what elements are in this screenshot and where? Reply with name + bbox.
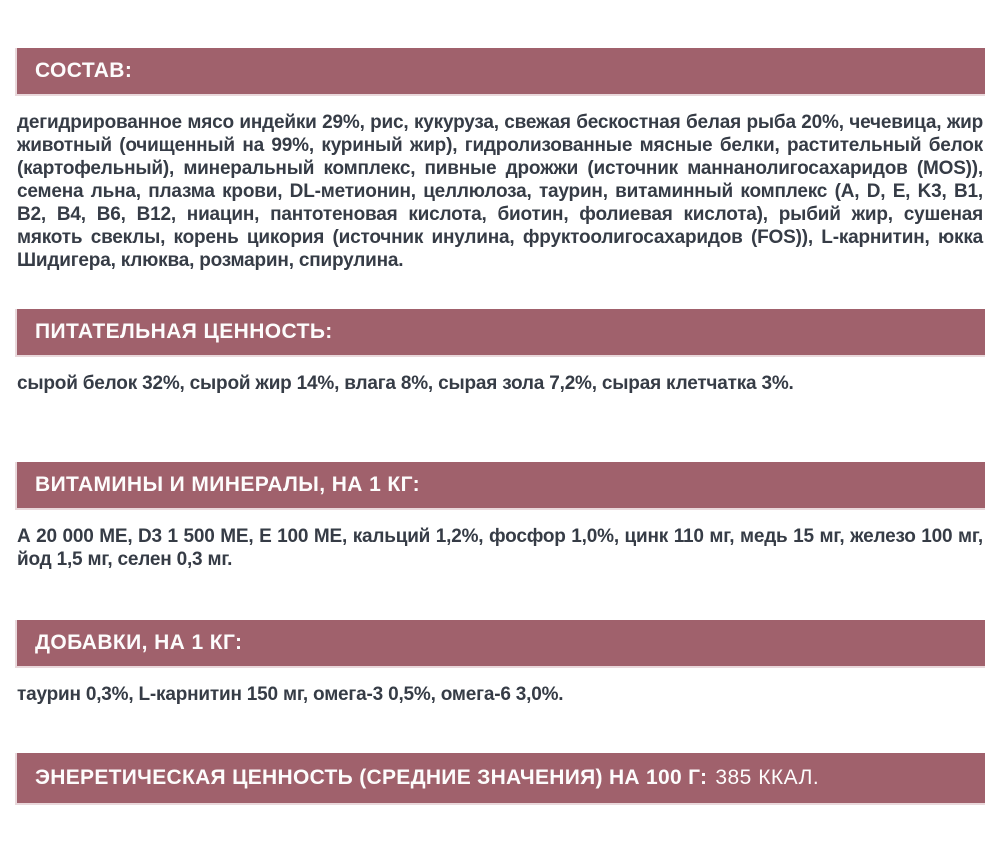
- section-composition: [15, 48, 985, 309]
- section-additives-body: таурин 0,3%, L-карнитин 150 мг, омега-3 0,5%, омега-6 3,0%.: [17, 684, 564, 705]
- section-composition-body: дегидрированное мясо индейки 29%, рис, кукуруза, свежая бескостная белая рыба 20%, чечевица, жир животный (очищенный на 99%, куриный жир), гидролизованные мясные белки, растительный белок (картофельный), минеральный комплекс, пивные дрожжи (источник маннанолигосахаридов (MOS)), семена льна, плазма крови, DL-метионин, целлюлоза, таурин, витаминный комплекс (A, D, E, K3, B1, B2, B4, B6, B12, ниацин, пантотеновая кислота, биотин, фолиевая кислота), рыбий жир, сушеная мякоть свеклы, корень цикория (источник инулина, фруктоолигосахаридов (FOS)), L-карнитин, юкка Шидигера, клюква, розмарин, спирулина.: [17, 112, 983, 271]
- section-nutritional-value-title: ПИТАТЕЛЬНАЯ ЦЕННОСТЬ:: [35, 320, 333, 343]
- energy-value-label: ЭНЕРЕТИЧЕСКАЯ ЦЕННОСТЬ (СРЕДНИЕ ЗНАЧЕНИЯ) НА 100 Г:: [35, 766, 708, 789]
- section-nutritional-value-header: [15, 309, 985, 357]
- section-vitamins-minerals-title: ВИТАМИНЫ И МИНЕРАЛЫ, НА 1 КГ:: [35, 473, 421, 496]
- energy-value-amount: 385 ККАЛ.: [715, 766, 820, 789]
- section-composition-header: [15, 48, 985, 96]
- section-vitamins-minerals-body: А 20 000 МЕ, D3 1 500 МЕ, Е 100 МЕ, кальций 1,2%, фосфор 1,0%, цинк 110 мг, медь 15 мг, железо 100 мг, йод 1,5 мг, селен 0,3 мг.: [17, 526, 983, 570]
- section-vitamins-minerals: [15, 462, 985, 620]
- energy-value-bar: [15, 753, 985, 805]
- section-additives-header: [15, 620, 985, 668]
- section-vitamins-minerals-header: [15, 462, 985, 510]
- section-additives: [15, 620, 985, 753]
- section-additives-title: ДОБАВКИ, НА 1 КГ:: [35, 631, 243, 654]
- section-composition-title: СОСТАВ:: [35, 59, 133, 82]
- section-nutritional-value: [15, 309, 985, 462]
- section-nutritional-value-body: сырой белок 32%, сырой жир 14%, влага 8%, сырая зола 7,2%, сырая клетчатка 3%.: [17, 373, 794, 394]
